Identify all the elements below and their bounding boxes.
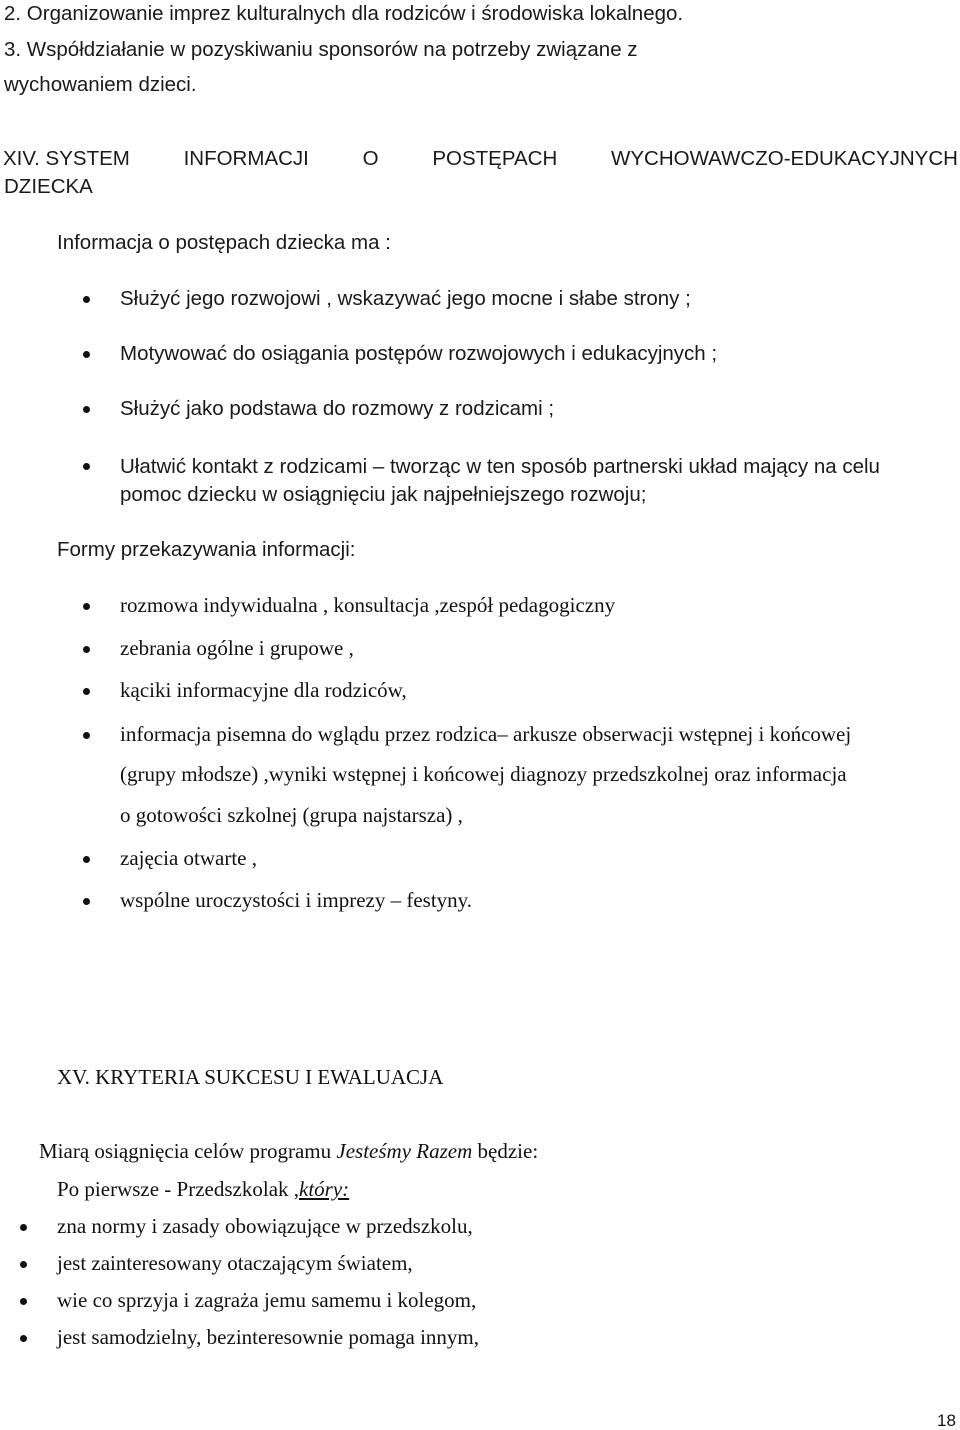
- list-item: rozmowa indywidualna , konsultacja ,zespół pedagogiczny: [120, 593, 616, 617]
- bullet-icon: [83, 296, 90, 303]
- bullet-icon: [83, 732, 90, 739]
- bullet-icon: [83, 856, 90, 863]
- list-item-continuation: pomoc dziecku w osiągnięciu jak najpełniejszego rozwoju;: [120, 483, 647, 506]
- list-item-3-continuation: wychowaniem dzieci.: [4, 73, 197, 96]
- list-item-continuation: o gotowości szkolnej (grupa najstarsza) ,: [120, 803, 463, 827]
- measure-suffix: będzie:: [472, 1139, 539, 1163]
- list-item: zebrania ogólne i grupowe ,: [120, 636, 354, 660]
- list-item: Służyć jego rozwojowi , wskazywać jego mocne i słabe strony ;: [120, 287, 691, 310]
- bullet-icon: [83, 688, 90, 695]
- section-14-heading-line2: DZIECKA: [4, 175, 93, 198]
- list-item: Ułatwić kontakt z rodzicami – tworząc w ten sposób partnerski układ mający na celu: [120, 455, 880, 478]
- bullet-icon: [20, 1261, 27, 1268]
- list-item: Motywować do osiągania postępów rozwojowych i edukacyjnych ;: [120, 342, 718, 365]
- bullet-icon: [83, 406, 90, 413]
- list-item: jest samodzielny, bezinteresownie pomaga innym,: [57, 1325, 480, 1349]
- first-criterion: [57, 1179, 349, 1200]
- first-criterion-prefix: Po pierwsze - Przedszkolak ,: [57, 1177, 300, 1201]
- bullet-icon: [83, 603, 90, 610]
- list-item-2: 2. Organizowanie imprez kulturalnych dla rodziców i środowiska lokalnego.: [4, 2, 684, 25]
- heading-part: XIV. SYSTEM: [3, 147, 130, 170]
- list-item: jest zainteresowany otaczającym światem,: [57, 1251, 413, 1275]
- program-title: Jesteśmy Razem: [336, 1139, 473, 1163]
- bullet-icon: [83, 898, 90, 905]
- bullet-icon: [83, 463, 90, 470]
- heading-part: POSTĘPACH: [432, 147, 558, 170]
- section-15-heading: XV. KRYTERIA SUKCESU I EWALUACJA: [57, 1065, 444, 1089]
- bullet-icon: [20, 1224, 27, 1231]
- bullet-icon: [83, 351, 90, 358]
- bullet-icon: [20, 1335, 27, 1342]
- list-item-continuation: (grupy młodsze) ,wyniki wstępnej i końcowej diagnozy przedszkolnej oraz informacja: [120, 762, 847, 786]
- page-number: 18: [937, 1411, 956, 1430]
- first-criterion-italic: który:: [299, 1177, 350, 1201]
- heading-part: O: [362, 147, 379, 170]
- heading-part: WYCHOWAWCZO-EDUKACYJNYCH: [611, 147, 958, 170]
- list-item: kąciki informacyjne dla rodziców,: [120, 678, 407, 702]
- bullet-icon: [20, 1298, 27, 1305]
- heading-part: INFORMACJI: [183, 147, 309, 170]
- section-14-heading: [3, 149, 958, 170]
- list-item: zajęcia otwarte ,: [120, 846, 257, 870]
- measure-sentence: [39, 1141, 538, 1162]
- list-item: zna normy i zasady obowiązujące w przedszkolu,: [57, 1214, 473, 1238]
- measure-prefix: Miarą osiągnięcia celów programu: [39, 1139, 337, 1163]
- list-item: informacja pisemna do wglądu przez rodzica– arkusze obserwacji wstępnej i końcowej: [120, 722, 852, 746]
- bullet-icon: [83, 646, 90, 653]
- list-item: wspólne uroczystości i imprezy – festyny.: [120, 888, 473, 912]
- forms-intro: Formy przekazywania informacji:: [57, 538, 356, 561]
- list-item: Służyć jako podstawa do rozmowy z rodzicami ;: [120, 397, 555, 420]
- section-14-intro: Informacja o postępach dziecka ma :: [57, 231, 391, 254]
- list-item: wie co sprzyja i zagraża jemu samemu i kolegom,: [57, 1288, 477, 1312]
- list-item-3: 3. Współdziałanie w pozyskiwaniu sponsorów na potrzeby związane z: [4, 38, 638, 61]
